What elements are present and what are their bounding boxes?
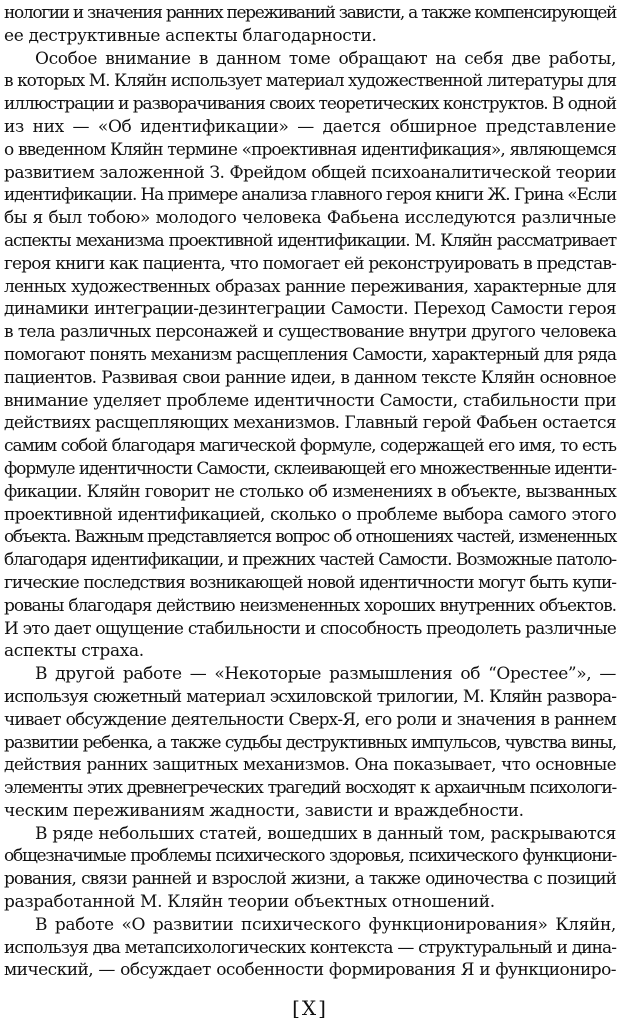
text-line: помогают понять механизм расщепления Самости, характерный для ряда <box>4 344 616 365</box>
text-line: фикации. Кляйн говорит не столько об изменениях в объекте, вызванных <box>4 481 616 502</box>
text-line: внимание уделяет проблеме идентичности Самости, стабильности при <box>4 390 616 411</box>
text-line: аспекты страха. <box>4 641 144 662</box>
text-line: идентификации. На примере анализа главного героя книги Ж. Грина «Если <box>4 185 616 206</box>
body-text <box>4 2 616 982</box>
text-line: общезначимые проблемы психического здоровья, психического функциони- <box>4 846 616 867</box>
text-line: из них — «Об идентификации» — дается обширное представление <box>4 116 616 137</box>
paragraph <box>4 2 616 48</box>
text-line: гические последствия возникающей новой идентичности могут быть купи- <box>4 572 616 593</box>
text-line: проективной идентификацией, сколько о проблеме выбора самого этого <box>4 504 616 525</box>
text-line: действия ранних защитных механизмов. Она показывает, что основные <box>4 755 616 776</box>
text-line: В другой работе — «Некоторые размышления об “Орестее”», — <box>35 664 616 685</box>
page-number: [X] <box>292 996 328 1020</box>
text-line: Особое внимание в данном томе обращают на себя две работы, <box>35 48 616 69</box>
text-line: рования, связи ранней и взрослой жизни, а также одиночества с позиций <box>4 869 616 890</box>
text-line: бы я был тобою» молодого человека Фабьена исследуются различные <box>4 208 616 229</box>
text-line: используя сюжетный материал эсхиловской трилогии, М. Кляйн развора- <box>4 686 616 707</box>
paragraph <box>4 663 616 823</box>
text-line: формуле идентичности Самости, склеивающей его множественные иденти- <box>4 458 616 479</box>
text-line: ее деструктивные аспекты благодарности. <box>4 25 377 46</box>
text-line: ленных художественных образах ранние переживания, характерные для <box>4 276 616 297</box>
text-line: о введенном Кляйн термине «проективная идентификация», являющемся <box>4 139 616 160</box>
paragraph <box>4 914 616 982</box>
text-line: И это дает ощущение стабильности и способность преодолеть различные <box>4 618 616 639</box>
text-line: разработанной М. Кляйн теории объектных отношений. <box>4 892 495 913</box>
text-line: развитием заложенной З. Фрейдом общей психоаналитической теории <box>4 162 616 183</box>
paragraph <box>4 48 616 664</box>
text-line: В ряде небольших статей, вошедших в данный том, раскрываются <box>35 823 616 844</box>
paragraph <box>4 823 616 914</box>
text-line: элементы этих древнегреческих трагедий восходят к архаичным психологи- <box>4 778 616 799</box>
text-line: самим собой благодаря магической формуле, содержащей его имя, то есть <box>4 436 616 457</box>
text-line: аспекты механизма проективной идентификации. М. Кляйн рассматривает <box>4 230 616 251</box>
text-line: благодаря идентификации, и прежних частей Самости. Возможные патоло- <box>4 550 616 571</box>
text-line: рованы благодаря действию неизмененных хороших внутренних объектов. <box>4 595 616 616</box>
text-line: ческим переживаниям жадности, зависти и враждебности. <box>4 800 524 821</box>
text-line: используя два метапсихологических контекста — структуральный и дина- <box>4 937 616 958</box>
text-line: В работе «О развитии психического функционирования» Кляйн, <box>35 914 616 935</box>
text-line: героя книги как пациента, что помогает ей реконструировать в представ- <box>4 253 616 274</box>
text-line: объекта. Важным представляется вопрос об отношениях частей, измененных <box>4 527 616 548</box>
text-line: динамики интеграции-дезинтеграции Самости. Переход Самости героя <box>4 299 616 320</box>
text-line: нологии и значения ранних переживаний зависти, а также компенсирующей <box>4 3 616 23</box>
text-line: развитии ребенка, а также судьбы деструктивных импульсов, чувства вины, <box>4 732 616 753</box>
text-line: иллюстрации и разворачивания своих теоретических конструктов. В одной <box>4 94 617 115</box>
text-line: мический, — обсуждает особенности формирования Я и функциониро- <box>4 960 616 981</box>
text-line: в которых М. Кляйн использует материал художественной литературы для <box>4 71 616 92</box>
text-line: пациентов. Развивая свои ранние идеи, в данном тексте Кляйн основное <box>4 367 616 388</box>
text-line: действиях расщепляющих механизмов. Главный герой Фабьен остается <box>4 413 616 434</box>
text-line: в тела различных персонажей и существование внутри другого человека <box>4 322 616 343</box>
text-line: чивает обсуждение деятельности Сверх-Я, его роли и значения в раннем <box>4 709 616 730</box>
